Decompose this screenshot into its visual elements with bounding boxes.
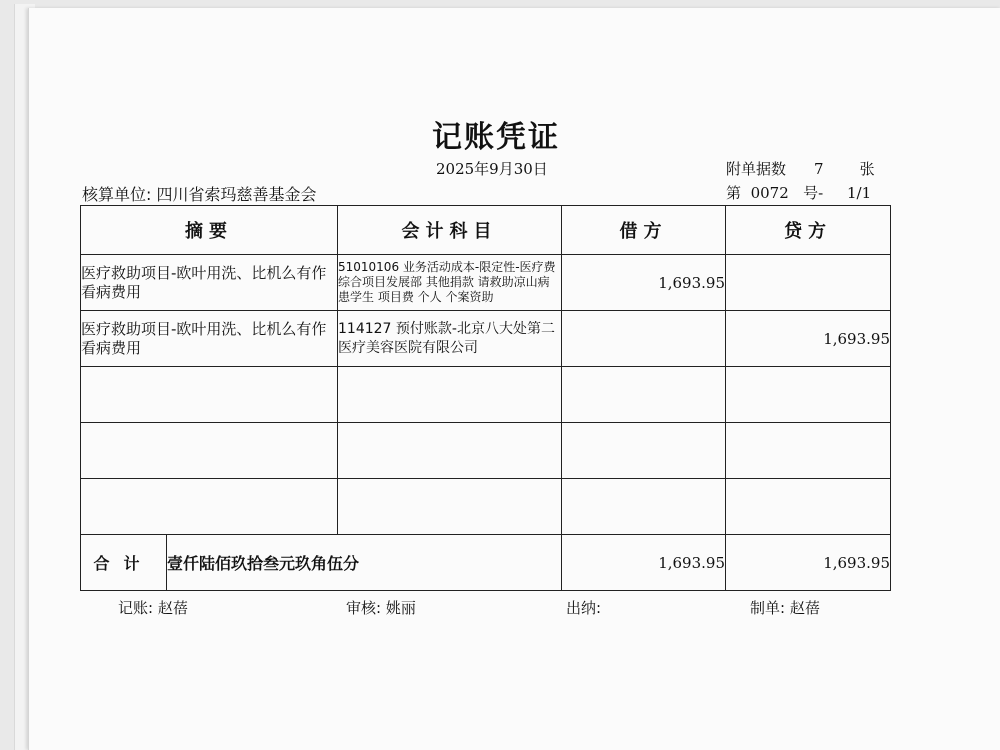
voucher-date: 2025年9月30日 xyxy=(436,160,548,178)
header-credit: 贷方 xyxy=(726,206,891,255)
voucher-page: 1/1 xyxy=(846,184,872,202)
voucher-number-value: 0072 xyxy=(750,184,789,202)
attachment-number: 7 xyxy=(814,160,824,178)
header-summary: 摘要 xyxy=(81,206,338,255)
accounting-unit: 核算单位: 四川省索玛慈善基金会 xyxy=(82,185,317,204)
voucher-number-suffix: 号- xyxy=(803,184,824,202)
table-header-row xyxy=(81,206,891,255)
voucher-table xyxy=(80,205,891,591)
entry-debit: 1,693.95 xyxy=(562,255,726,311)
voucher-number-prefix: 第 xyxy=(726,184,742,202)
total-debit: 1,693.95 xyxy=(562,535,726,591)
table-row xyxy=(81,255,891,311)
entry-credit: 1,693.95 xyxy=(726,311,891,367)
bookkeeper-signature: 记账: 赵蓓 xyxy=(118,599,188,617)
entry-debit xyxy=(562,311,726,367)
table-row-empty xyxy=(81,479,891,535)
entry-account: 51010106 业务活动成本-限定性-医疗费 综合项目发展部 其他捐款 请救助凉山病患学生 项目费 个人 个案资助 xyxy=(338,255,562,311)
total-row xyxy=(81,535,891,591)
header-account: 会计科目 xyxy=(338,206,562,255)
entry-summary: 医疗救助项目-欧叶用洗、比机么有作看病费用 xyxy=(81,255,338,311)
attachment-unit: 张 xyxy=(859,160,875,178)
total-label: 合计 xyxy=(81,535,167,591)
voucher-title: 记账凭证 xyxy=(432,120,560,155)
cashier-signature: 出纳: xyxy=(566,599,602,617)
entry-account: 114127 预付账款-北京八大处第二医疗美容医院有限公司 xyxy=(338,311,562,367)
table-row-empty xyxy=(81,423,891,479)
attachment-label: 附单据数 xyxy=(726,160,787,178)
voucher-number xyxy=(726,182,871,203)
table-row-empty xyxy=(81,367,891,423)
total-amount-words: 壹仟陆佰玖拾叁元玖角伍分 xyxy=(167,535,562,591)
total-credit: 1,693.95 xyxy=(726,535,891,591)
preparer-signature: 制单: 赵蓓 xyxy=(750,599,820,617)
header-debit: 借方 xyxy=(562,206,726,255)
attachment-count xyxy=(726,158,875,179)
entry-credit xyxy=(726,255,891,311)
entry-summary: 医疗救助项目-欧叶用洗、比机么有作看病费用 xyxy=(81,311,338,367)
table-row xyxy=(81,311,891,367)
reviewer-signature: 审核: 姚丽 xyxy=(346,599,416,617)
